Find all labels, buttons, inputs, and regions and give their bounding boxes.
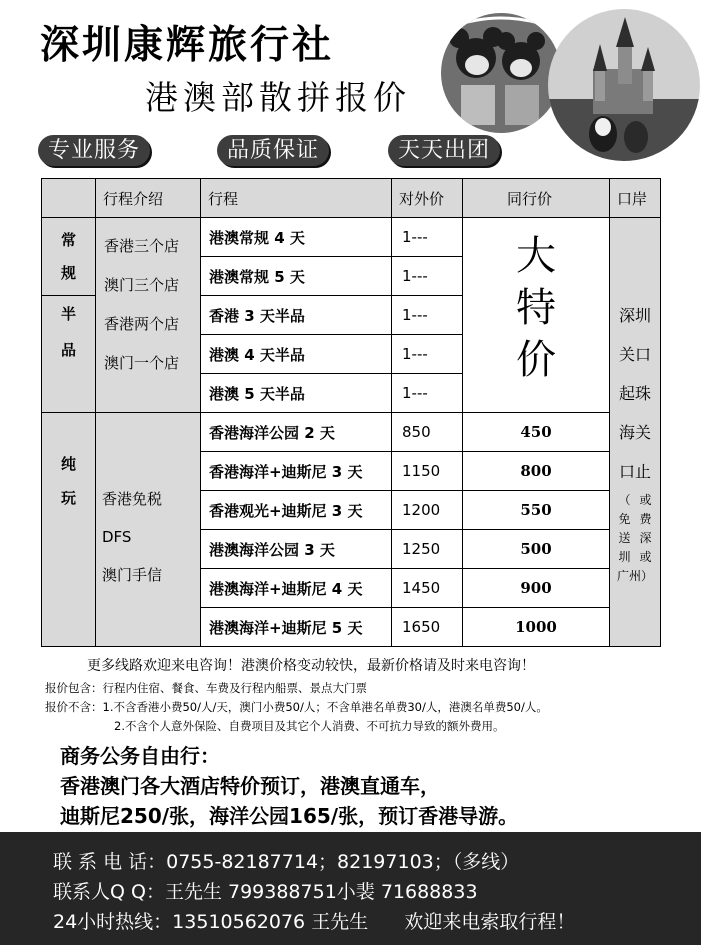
port-line: 深圳 xyxy=(618,306,651,325)
route-name: 港澳 4 天半品 xyxy=(201,335,392,374)
external-price: 1--- xyxy=(392,335,463,374)
external-price: 1--- xyxy=(392,218,463,257)
category-pure: 纯 玩 xyxy=(42,413,96,647)
route-name: 港澳常规 5 天 xyxy=(201,257,392,296)
port-line: 口止 xyxy=(618,462,651,481)
big-sale-char: 大 xyxy=(516,233,556,279)
header-blank-cell xyxy=(42,179,96,218)
intro-line: 香港三个店 xyxy=(104,237,180,255)
trade-price: 500 xyxy=(463,530,610,569)
business-line: 迪斯尼250/张，海洋公园165/张，预订香港导游。 xyxy=(60,804,519,828)
price-table xyxy=(41,178,661,647)
price-excludes-1: 报价不含：1.不含香港小费50/人/天，澳门小费50/人；不含单港名单费30/人，港澳名单费50/人。 xyxy=(45,700,548,714)
table-header-row xyxy=(42,179,661,218)
contact-hotline: 24小时热线：13510562076 王先生 欢迎来电索取行程！ xyxy=(53,911,576,933)
port-cell xyxy=(610,218,661,647)
port-note: （ 或 免 费 送 深 圳 或 广州） xyxy=(616,493,653,583)
price-includes: 报价包含：行程内住宿、餐食、车费及行程内船票、景点大门票 xyxy=(45,681,367,695)
slogan-badge: 天天出团 xyxy=(388,135,500,166)
agency-title: 深圳康辉旅行社 xyxy=(40,23,335,68)
big-sale-char: 特 xyxy=(516,285,556,331)
trade-price: 900 xyxy=(463,569,610,608)
mickey-minnie-photo xyxy=(441,13,561,133)
big-sale-cell xyxy=(463,218,610,413)
business-heading: 商务公务自由行： xyxy=(60,744,220,768)
itinerary-intro-cell xyxy=(96,218,201,413)
column-header: 口岸 xyxy=(610,179,661,218)
itinerary-intro-cell xyxy=(96,413,201,647)
intro-line: 澳门三个店 xyxy=(104,276,180,294)
port-line: 关口 xyxy=(618,345,651,364)
route-name: 香港 3 天半品 xyxy=(201,296,392,335)
category-regular: 常 规 xyxy=(42,218,96,296)
contact-phone: 联 系 电 话：0755-82187714；82197103；（多线） xyxy=(53,851,520,873)
external-price: 1--- xyxy=(392,257,463,296)
trade-price: 800 xyxy=(463,452,610,491)
intro-line: DFS xyxy=(102,527,132,546)
port-line: 海关 xyxy=(618,423,651,442)
column-header: 同行价 xyxy=(463,179,610,218)
route-name: 香港观光+迪斯尼 3 天 xyxy=(201,491,392,530)
column-header: 对外价 xyxy=(392,179,463,218)
big-sale-char: 价 xyxy=(516,337,556,383)
trade-price: 450 xyxy=(463,413,610,452)
external-price: 1650 xyxy=(392,608,463,647)
intro-line: 香港免税 xyxy=(102,489,163,508)
route-name: 港澳 5 天半品 xyxy=(201,374,392,413)
contact-qq: 联系人Q Q：王先生 799388751小裴 71688833 xyxy=(53,881,478,903)
intro-line: 澳门一个店 xyxy=(104,354,180,372)
page-subtitle: 港澳部散拼报价 xyxy=(145,78,411,117)
route-name: 港澳海洋+迪斯尼 5 天 xyxy=(201,608,392,647)
column-header: 行程介绍 xyxy=(96,179,201,218)
route-name: 港澳海洋公园 3 天 xyxy=(201,530,392,569)
external-price: 1150 xyxy=(392,452,463,491)
slogan-badge: 品质保证 xyxy=(217,135,329,166)
price-excludes-2: 2.不含个人意外保险、自费项目及其它个人消费、不可抗力导致的额外费用。 xyxy=(114,719,505,733)
external-price: 1450 xyxy=(392,569,463,608)
external-price: 850 xyxy=(392,413,463,452)
route-name: 港澳海洋+迪斯尼 4 天 xyxy=(201,569,392,608)
column-header: 行程 xyxy=(201,179,392,218)
category-half: 半 品 xyxy=(42,296,96,413)
trade-price: 1000 xyxy=(463,608,610,647)
table-row xyxy=(42,413,661,452)
business-line: 香港澳门各大酒店特价预订，港澳直通车， xyxy=(60,774,440,798)
intro-line: 香港两个店 xyxy=(104,315,180,333)
slogan-badge: 专业服务 xyxy=(38,135,150,166)
disneyland-castle-photo xyxy=(548,9,700,161)
external-price: 1250 xyxy=(392,530,463,569)
notice-text: 更多线路欢迎来电咨询！港澳价格变动较快，最新价格请及时来电咨询！ xyxy=(87,658,535,674)
intro-line: 澳门手信 xyxy=(102,565,163,584)
route-name: 香港海洋公园 2 天 xyxy=(201,413,392,452)
route-name: 香港海洋+迪斯尼 3 天 xyxy=(201,452,392,491)
external-price: 1--- xyxy=(392,296,463,335)
trade-price: 550 xyxy=(463,491,610,530)
external-price: 1200 xyxy=(392,491,463,530)
port-line: 起珠 xyxy=(618,384,651,403)
external-price: 1--- xyxy=(392,374,463,413)
route-name: 港澳常规 4 天 xyxy=(201,218,392,257)
table-row xyxy=(42,218,661,257)
